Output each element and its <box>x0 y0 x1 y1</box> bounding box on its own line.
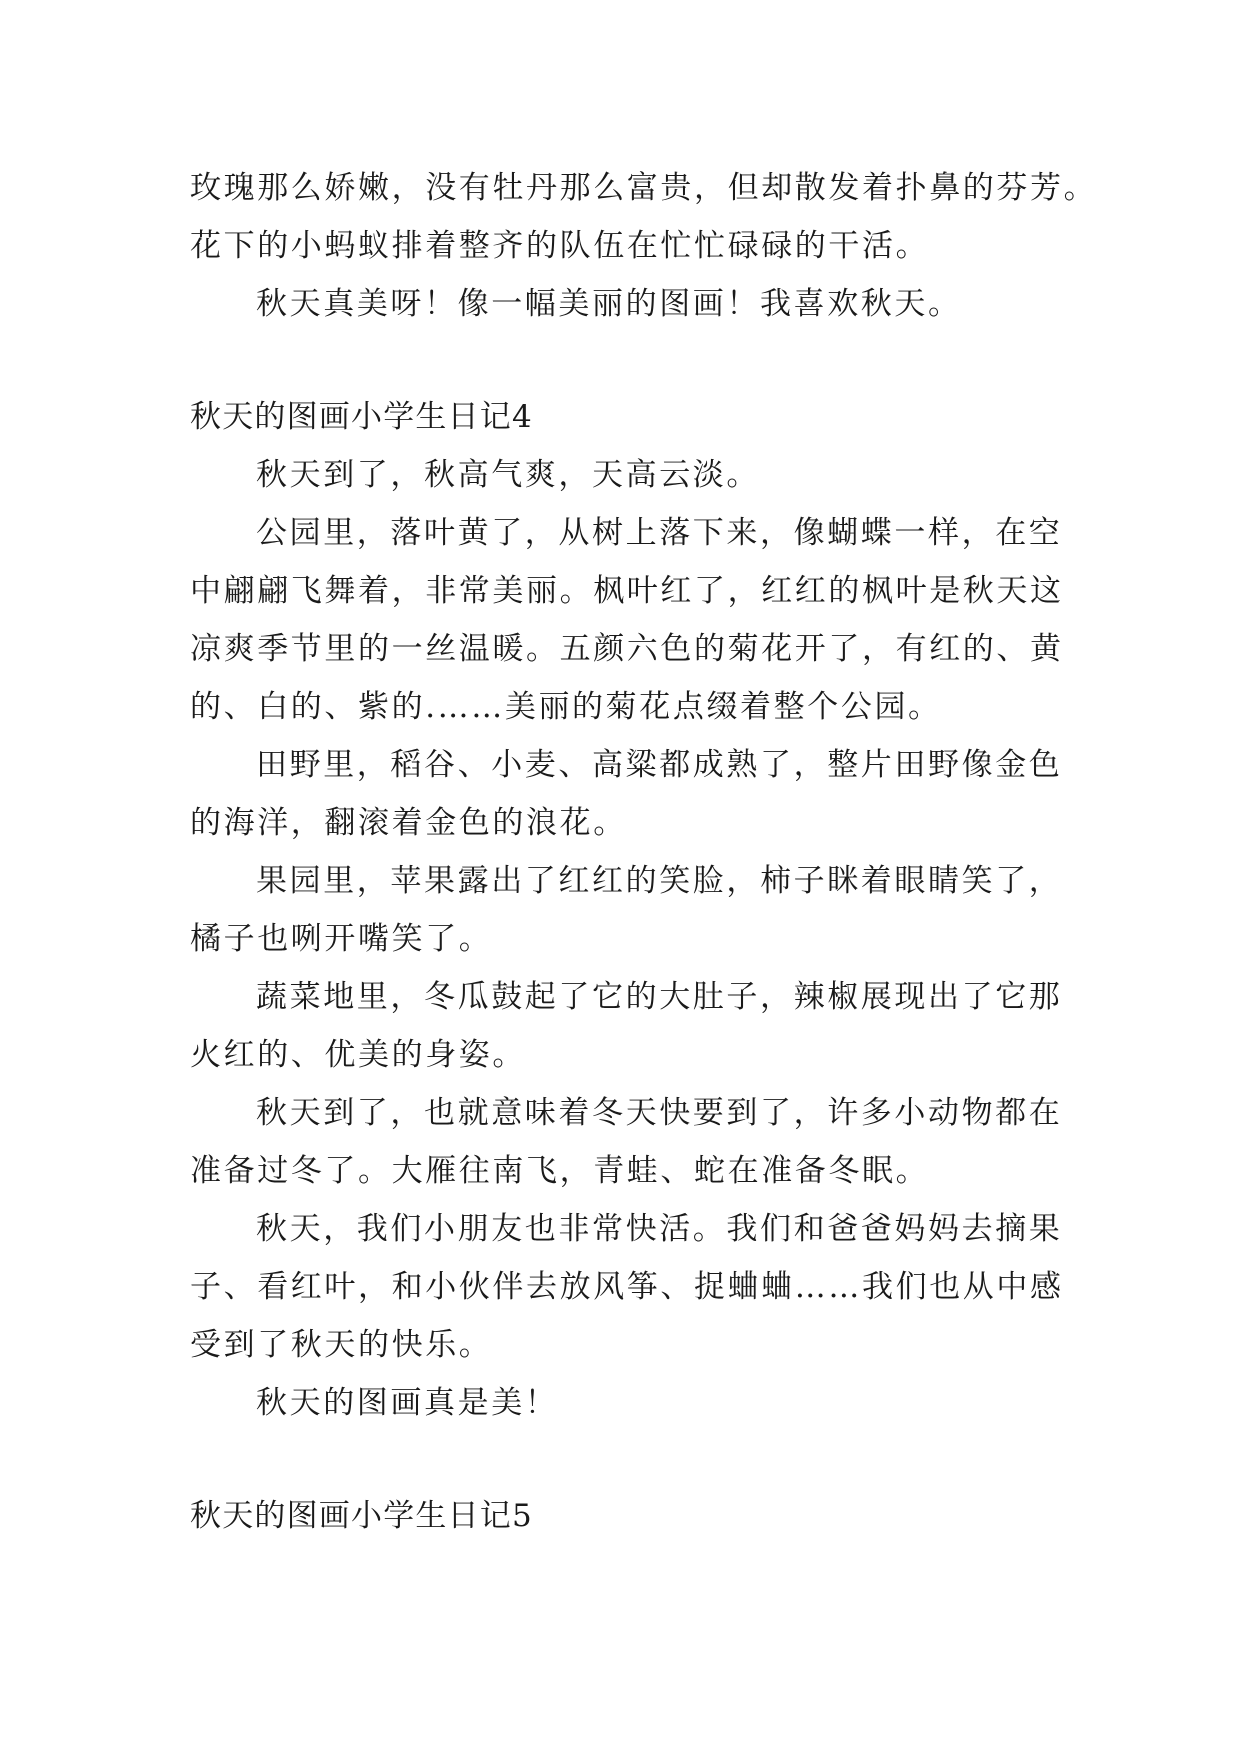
paragraph-start: 蔬菜地里，冬瓜鼓起了它的大肚子，辣椒展现出了它那 <box>256 979 1063 1015</box>
section-heading: 秋天的图画小学生日记4 <box>190 399 533 435</box>
paragraph-start: 公园里，落叶黄了，从树上落下来，像蝴蝶一样，在空 <box>256 515 1063 551</box>
text-line: 的、白的、紫的.……美丽的菊花点缀着整个公园。 <box>190 689 942 725</box>
text-line: 准备过冬了。大雁往南飞，青蛙、蛇在准备冬眠。 <box>190 1153 930 1189</box>
paragraph-start: 秋天真美呀！像一幅美丽的图画！我喜欢秋天。 <box>256 286 962 322</box>
section-heading: 秋天的图画小学生日记5 <box>190 1498 533 1534</box>
paragraph-start: 秋天到了，秋高气爽，天高云淡。 <box>256 457 760 493</box>
text-line: 花下的小蚂蚁排着整齐的队伍在忙忙碌碌的干活。 <box>190 228 930 264</box>
paragraph-start: 田野里，稻谷、小麦、高粱都成熟了，整片田野像金色 <box>256 747 1063 783</box>
paragraph-start: 秋天的图画真是美！ <box>256 1385 559 1421</box>
text-line: 玫瑰那么娇嫩，没有牡丹那么富贵，但却散发着扑鼻的芬芳。 <box>190 170 1098 206</box>
text-line: 橘子也咧开嘴笑了。 <box>190 921 493 957</box>
text-line: 火红的、优美的身姿。 <box>190 1037 526 1073</box>
text-line: 受到了秋天的快乐。 <box>190 1327 493 1363</box>
text-line: 中翩翩飞舞着，非常美丽。枫叶红了，红红的枫叶是秋天这 <box>190 573 1064 609</box>
text-line: 凉爽季节里的一丝温暖。五颜六色的菊花开了，有红的、黄 <box>190 631 1064 667</box>
text-line: 的海洋，翻滚着金色的浪花。 <box>190 805 627 841</box>
text-line: 子、看红叶，和小伙伴去放风筝、捉蛐蛐……我们也从中感 <box>190 1269 1064 1305</box>
paragraph-start: 秋天到了，也就意味着冬天快要到了，许多小动物都在 <box>256 1095 1063 1131</box>
paragraph-start: 果园里，苹果露出了红红的笑脸，柿子眯着眼睛笑了， <box>256 863 1063 899</box>
paragraph-start: 秋天，我们小朋友也非常快活。我们和爸爸妈妈去摘果 <box>256 1211 1063 1247</box>
